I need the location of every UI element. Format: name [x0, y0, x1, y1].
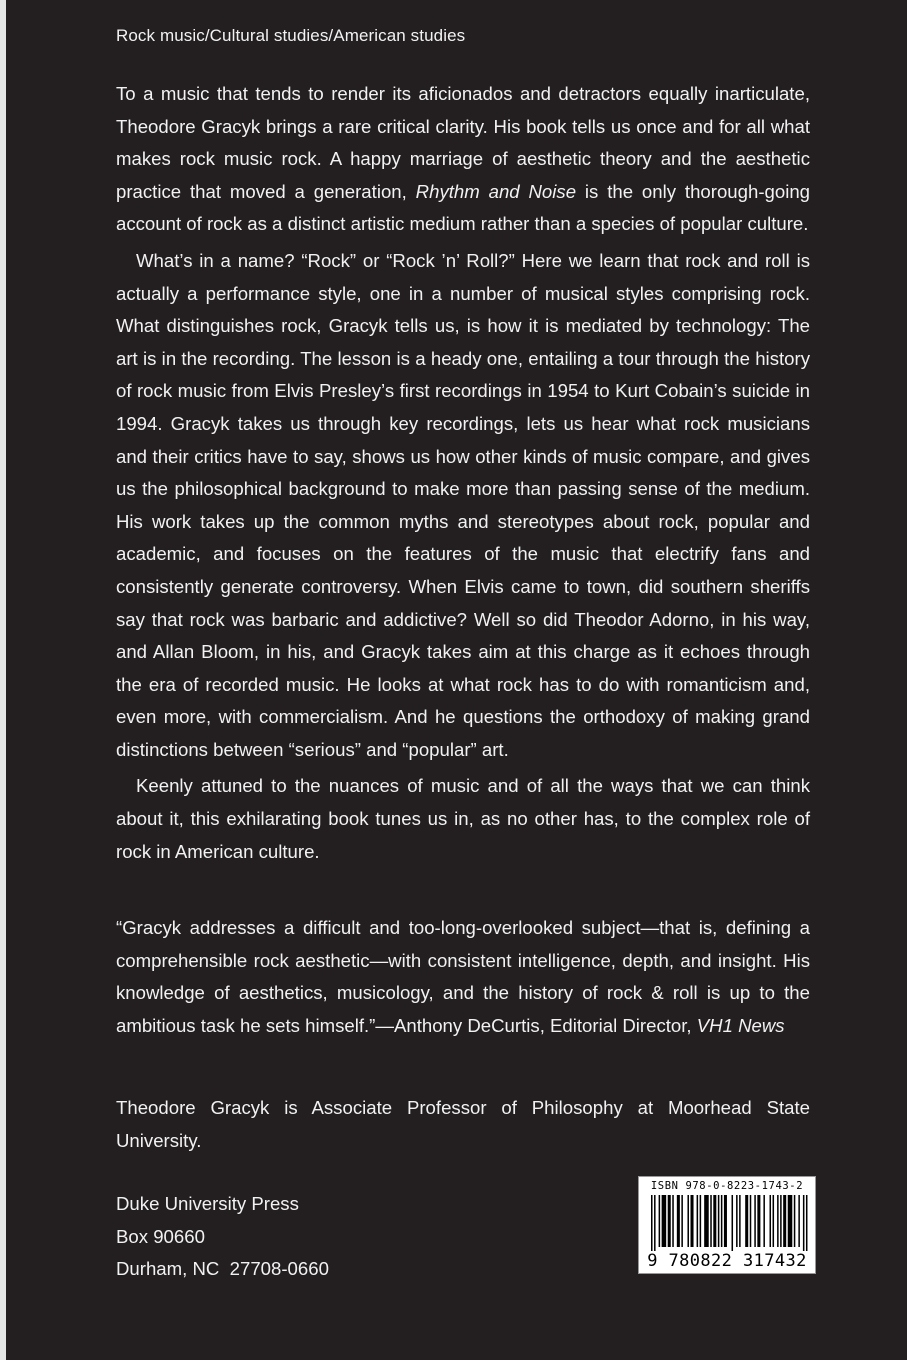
book-title: Rhythm and Noise: [415, 180, 577, 202]
barcode-bar: [724, 1195, 727, 1247]
isbn-label: ISBN 978-0-8223-1743-2: [650, 1180, 804, 1192]
barcode-bar: [662, 1195, 667, 1247]
barcode-bar: [736, 1195, 738, 1247]
barcode-bar: [773, 1195, 775, 1247]
barcode-bar: [651, 1195, 653, 1251]
barcode-bars: [651, 1195, 809, 1251]
barcode-bar: [739, 1195, 741, 1247]
barcode-bar: [668, 1195, 671, 1247]
barcode-bar: [794, 1195, 796, 1247]
barcode-bar: [783, 1195, 786, 1247]
isbn-barcode: [638, 1176, 816, 1274]
barcode-bar: [721, 1195, 723, 1247]
barcode-bar: [700, 1195, 702, 1247]
barcode-bar: [732, 1195, 734, 1251]
barcode-bar: [788, 1195, 793, 1247]
barcode-bar: [750, 1195, 752, 1247]
barcode-digits: 9 780822 317432: [647, 1251, 807, 1271]
publisher-box: Box 90660: [116, 1225, 205, 1247]
description-p1-rest: is the only thorough-going account of rock as a distinct artistic medium rather than a species of popular culture.: [116, 180, 811, 235]
description-paragraph-1: [116, 78, 810, 241]
description-p1-intro: To a music that tends to render its aficionados and detractors equally inarticulate, Theodore Gracyk brings a rare critical clarity. His book tells us once and for all what makes rock music rock. A happy marriage of aesthetic theory and the aesthetic practice that moved a generation,: [116, 83, 810, 202]
barcode-bar: [806, 1195, 808, 1251]
barcode-bar: [672, 1195, 674, 1247]
barcode-bar: [687, 1195, 689, 1247]
author-bio-text: Theodore Gracyk is Associate Professor of Philosophy at Moorhead State University.: [116, 1097, 810, 1151]
category-label: Rock music/Cultural studies/American studies: [116, 26, 466, 45]
author-bio: [116, 1092, 810, 1157]
barcode-bar: [697, 1195, 699, 1247]
publisher-city: Durham, NC 27708-0660: [116, 1258, 329, 1280]
barcode-bar: [677, 1195, 680, 1247]
barcode-bar: [659, 1195, 661, 1247]
barcode-bar: [654, 1195, 656, 1251]
barcode-bar: [763, 1195, 765, 1247]
barcode-bar: [770, 1195, 772, 1247]
back-cover: [6, 0, 907, 1360]
barcode-bar: [754, 1195, 756, 1247]
barcode-bar: [803, 1195, 805, 1251]
barcode-bar: [710, 1195, 712, 1247]
publisher-address: [116, 1188, 329, 1286]
barcode-bar: [798, 1195, 800, 1247]
barcode-bar: [704, 1195, 709, 1247]
blurb-text: “Gracyk addresses a difficult and too-long-overlooked subject—that is, defining a comprehensible rock aesthetic—with consistent intelligence, depth, and insight. His knowledge of aesthetics, musicology, and the history of rock & roll is up to the ambitious task he sets himself.”—Anthony DeCurtis, Editorial Director,: [116, 917, 810, 1036]
book-description: [116, 78, 810, 868]
barcode-bar: [718, 1195, 720, 1247]
barcode-bar: [780, 1195, 782, 1247]
description-paragraph-3: Keenly attuned to the nuances of music and of all the ways that we can think about it, this exhilarating book tunes us in, as no other has, to the complex role of rock in American culture.: [116, 775, 810, 862]
publisher-name: Duke University Press: [116, 1193, 299, 1214]
review-blurb: [116, 912, 810, 1042]
barcode-bar: [745, 1195, 748, 1247]
barcode-bar: [681, 1195, 683, 1247]
barcode-bar: [777, 1195, 779, 1247]
blurb-source: VH1 News: [696, 1014, 785, 1036]
description-paragraph-2: What’s in a name? “Rock” or “Rock ’n’ Roll?” Here we learn that rock and roll is actually a performance style, one in a number of musical styles comprising rock. What distinguishes rock, Gracyk tells us, is how it is mediated by technology: The art is in the recording. The lesson is a heady one, entailing a tour through the history of rock music from Elvis Presley’s first recordings in 1954 to Kurt Cobain’s suicide in 1994. Gracyk takes us through key recordings, lets us hear what rock musicians and their critics have to say, shows us how other kinds of music compare, and gives us the philosophical background to make more than passing sense of the medium. His work takes up the common myths and stereotypes about rock, popular and academic, and focuses on the features of the music that electrify fans and consistently generate controversy. When Elvis came to town, did southern sheriffs say that rock was barbaric and addictive? Well so did Theodor Adorno, in his way, and Allan Bloom, in his, and Gracyk takes aim at this charge as it echoes through the era of recorded music. He looks at what rock has to do with romanticism and, even more, with commercialism. And he questions the orthodoxy of making grand distinctions between “serious” and “popular” art.: [116, 249, 810, 760]
barcode-bar: [757, 1195, 760, 1247]
barcode-bar: [713, 1195, 716, 1247]
barcode-bar: [691, 1195, 694, 1247]
